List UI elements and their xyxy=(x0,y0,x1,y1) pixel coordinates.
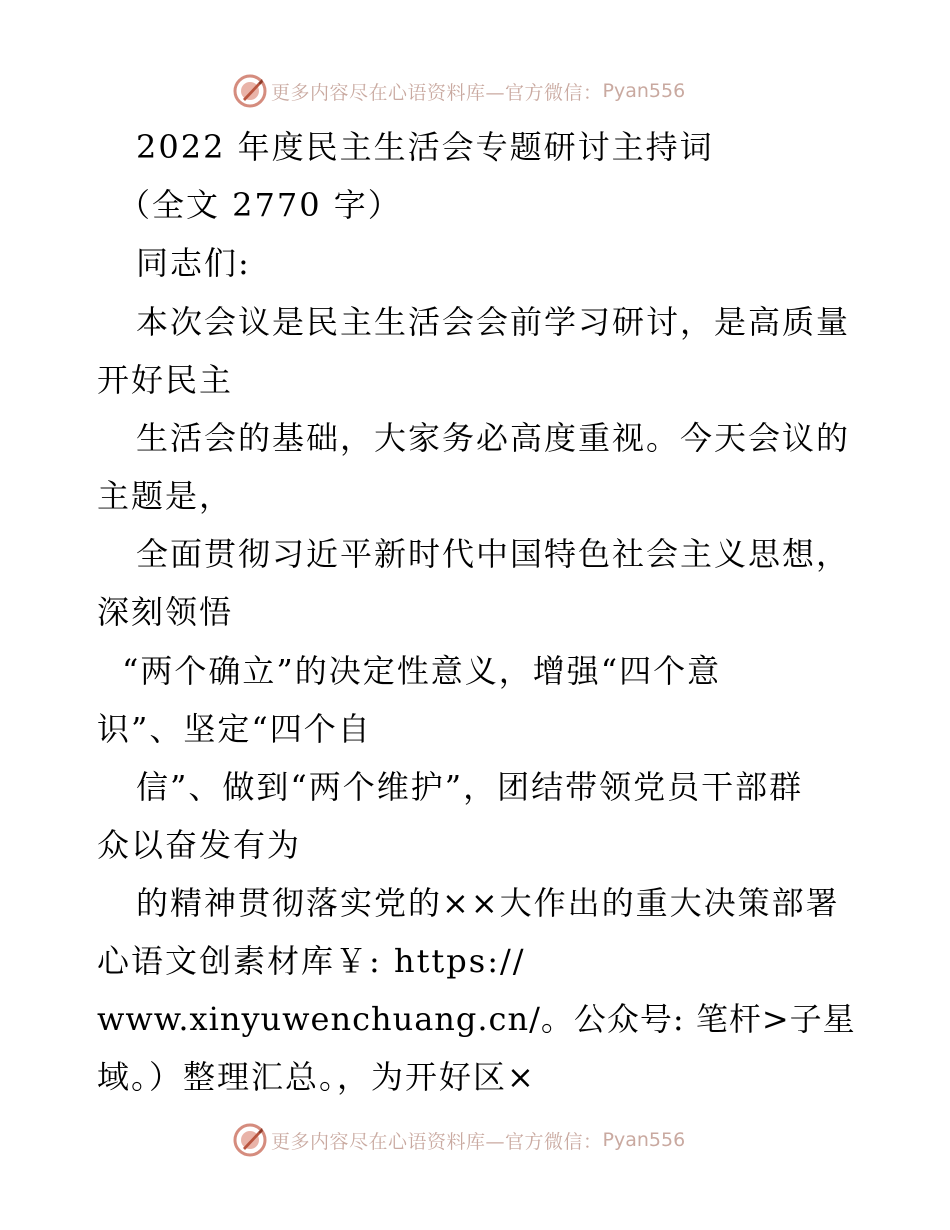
text-line: 本次会议是民主生活会会前学习研讨，是高质量 xyxy=(136,303,851,341)
watermark-wechat-id: Pyan556 xyxy=(602,80,686,102)
text-line: 域。）整理汇总。，为开好区× xyxy=(97,1058,536,1096)
text-line: 心语文创素材库￥: https:// xyxy=(97,942,526,980)
watermark-text: 更多内容尽在心语资料库—官方微信： xyxy=(271,1130,603,1153)
watermark-footer xyxy=(233,1120,685,1160)
watermark-text: 更多内容尽在心语资料库—官方微信： xyxy=(271,81,603,104)
text-line: 生活会的基础，大家务必高度重视。今天会议的 xyxy=(136,419,851,457)
watermark-wechat-id: Pyan556 xyxy=(602,1129,686,1151)
text-line: www.xinyuwenchuang.cn/。公众号: 笔杆>子星 xyxy=(97,1000,856,1038)
text-line: “两个确立”的决定性意义，增强“四个意 xyxy=(122,652,722,690)
pen-logo-icon xyxy=(233,1123,267,1157)
document-title: 2022 年度民主生活会专题研讨主持词 xyxy=(136,128,714,166)
text-line: 同志们: xyxy=(136,244,251,282)
text-line: 信”、做到“两个维护”，团结带领党员干部群 xyxy=(136,768,804,806)
text-line: 识”、坚定“四个自 xyxy=(97,710,372,748)
text-line: 的精神贯彻落实党的××大作出的重大决策部署 xyxy=(136,884,840,922)
text-line: 众以奋发有为 xyxy=(97,826,302,864)
text-line: 深刻领悟 xyxy=(97,593,234,631)
text-line: 主题是， xyxy=(97,477,234,515)
watermark-header xyxy=(233,71,685,111)
text-line: 全面贯彻习近平新时代中国特色社会主义思想， xyxy=(136,535,851,573)
document-subtitle: （全文 2770 字） xyxy=(118,186,402,224)
pen-logo-icon xyxy=(233,74,267,108)
text-line: 开好民主 xyxy=(97,361,234,399)
